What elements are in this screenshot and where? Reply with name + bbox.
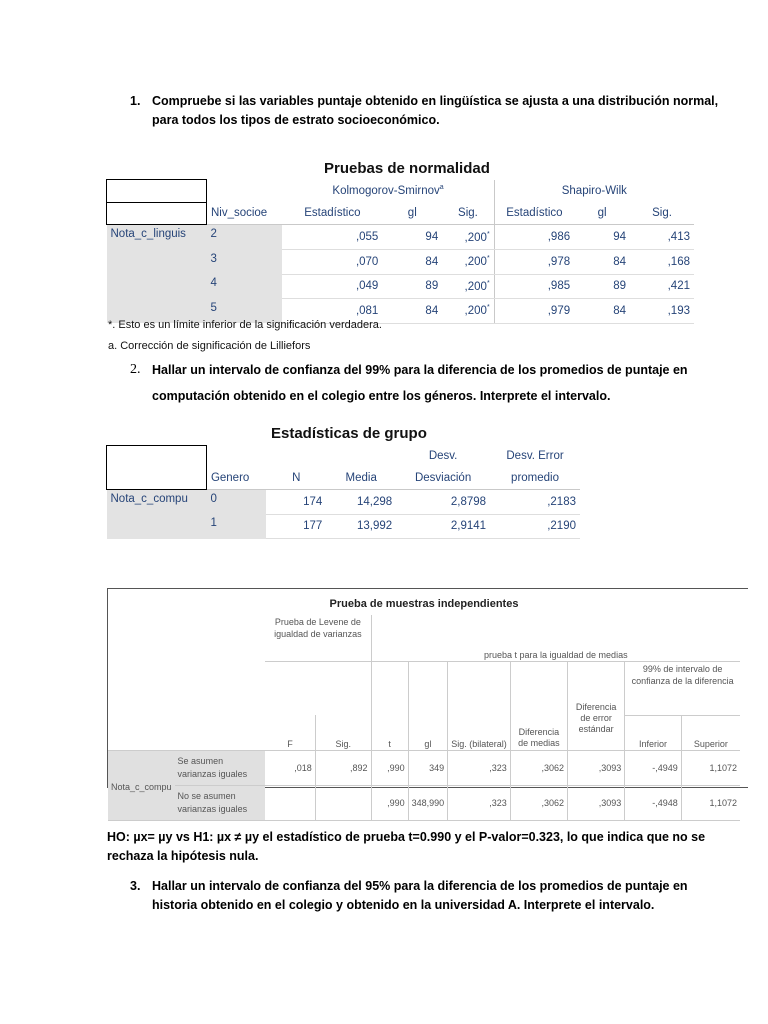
- cell-n: 174: [266, 489, 326, 514]
- cell-sw-gl: 84: [574, 299, 630, 324]
- cell-ks-sig: ,200*: [442, 299, 494, 324]
- cell-sw-stat: ,985: [494, 274, 574, 299]
- cell-niv: 3: [206, 250, 282, 275]
- cell-ks-gl: 94: [382, 225, 442, 250]
- cell-diff-means: ,3062: [510, 751, 567, 786]
- cell-t: ,990: [371, 751, 408, 786]
- cell-ks-stat: ,070: [282, 250, 382, 275]
- table-row: [108, 786, 740, 821]
- cell-levene-sig: ,892: [315, 751, 371, 786]
- cell-niv: 4: [206, 274, 282, 299]
- cell-superior: 1,1072: [681, 751, 740, 786]
- question-number: 1.: [130, 94, 141, 108]
- cell-f: ,018: [265, 751, 315, 786]
- cell-ks-stat: ,049: [282, 274, 382, 299]
- cell-f: [265, 786, 315, 821]
- col-ks-stat: Estadístico: [282, 202, 382, 225]
- cell-std-err-diff: ,3093: [568, 751, 625, 786]
- col-desv-top: Desv.: [428, 450, 458, 463]
- cell-sig-bilateral: ,323: [448, 786, 511, 821]
- col-sw-sig: Sig.: [630, 202, 694, 225]
- cell-ks-gl: 84: [382, 299, 442, 324]
- col-f: F: [265, 715, 315, 751]
- cell-ks-gl: 84: [382, 250, 442, 275]
- cell-genero: 1: [206, 514, 266, 539]
- col-diff-means: Diferencia de medias: [510, 715, 567, 751]
- cell-gl: 348,990: [408, 786, 448, 821]
- levene-header: Prueba de Levene de igualdad de varianzas: [265, 615, 371, 661]
- cell-media: 14,298: [326, 489, 396, 514]
- normality-table-title: Pruebas de normalidad: [324, 160, 490, 177]
- col-desv-bottom: Desviación: [396, 467, 490, 489]
- cell-gl: 349: [408, 751, 448, 786]
- cell-niv: 5: [206, 299, 282, 324]
- table-row: [107, 225, 695, 250]
- question-number: 2.: [130, 362, 141, 377]
- cell-ks-stat: ,055: [282, 225, 382, 250]
- col-ks-sig: Sig.: [442, 202, 494, 225]
- cell-sw-sig: ,193: [630, 299, 694, 324]
- group-stats-title: Estadísticas de grupo: [271, 425, 427, 442]
- question-text: Hallar un intervalo de confianza del 99% para la diferencia de los promedios de puntaje en computación obtenido en el colegio entre los géneros. Interprete el intervalo.: [152, 363, 688, 403]
- col-err-bottom: promedio: [490, 467, 580, 489]
- cell-sw-stat: ,978: [494, 250, 574, 275]
- table-footnote: *. Esto es un límite inferior de la significación verdadera.: [108, 319, 382, 331]
- ks-group-header: Kolmogorov-Smirnov$^a$: [282, 180, 494, 203]
- col-err-top: Desv. Error: [506, 450, 564, 463]
- cell-sw-sig: ,421: [630, 274, 694, 299]
- col-t: t: [371, 715, 408, 751]
- cell-desv: 2,8798: [396, 489, 490, 514]
- cell-inferior: -,4948: [625, 786, 681, 821]
- ttest-header: prueba t para la igualdad de medias: [371, 615, 740, 661]
- cell-media: 13,992: [326, 514, 396, 539]
- question-3: [130, 877, 730, 915]
- cell-ks-sig: ,200*: [442, 274, 494, 299]
- question-text: Compruebe si las variables puntaje obtenido en lingüística se ajusta a una distribución normal, para todos los tipos de estrato socioeconómico.: [152, 94, 719, 127]
- col-levene-sig: Sig.: [315, 715, 371, 751]
- cell-err: ,2190: [490, 514, 580, 539]
- col-sw-gl: gl: [574, 202, 630, 225]
- cell-sig-bilateral: ,323: [448, 751, 511, 786]
- independent-test-panel: [107, 588, 748, 814]
- cell-t: ,990: [371, 786, 408, 821]
- cell-superior: 1,1072: [681, 786, 740, 821]
- sw-group-header: Shapiro-Wilk: [561, 184, 627, 197]
- col-gl: gl: [408, 715, 448, 751]
- cell-diff-means: ,3062: [510, 786, 567, 821]
- cell-sw-sig: ,168: [630, 250, 694, 275]
- question-text: Hallar un intervalo de confianza del 95% para la diferencia de los promedios de puntaje en historia obtenido en el colegio y obtenido en la universidad A. Interprete el intervalo.: [152, 879, 688, 912]
- blank-header-cell: [107, 202, 207, 225]
- table-footnote: a. Corrección de significación de Lilliefors: [108, 340, 311, 352]
- cell-inferior: -,4949: [625, 751, 681, 786]
- ci-header: 99% de intervalo de confianza de la diferencia: [625, 661, 740, 715]
- question-2: [130, 357, 730, 409]
- normality-table: [106, 179, 694, 324]
- row-variable-label: Nota_c_compu: [108, 751, 175, 821]
- cell-sw-stat: ,979: [494, 299, 574, 324]
- cell-ks-sig: ,200*: [442, 250, 494, 275]
- col-niv: Niv_socioe: [206, 202, 282, 225]
- col-sig-bilateral: Sig. (bilateral): [448, 715, 511, 751]
- cell-levene-sig: [315, 786, 371, 821]
- independent-test-title: Prueba de muestras independientes: [329, 598, 519, 610]
- cell-ks-gl: 89: [382, 274, 442, 299]
- cell-genero: 0: [206, 489, 266, 514]
- cell-sw-gl: 89: [574, 274, 630, 299]
- question-1: [130, 92, 730, 130]
- col-superior: Superior: [681, 715, 740, 751]
- cell-desv: 2,9141: [396, 514, 490, 539]
- cell-ks-stat: ,081: [282, 299, 382, 324]
- col-genero: Genero: [206, 467, 266, 489]
- answer-paragraph: HO: µx= µy vs H1: µx ≠ µy el estadístico de prueba t=0.990 y el P-valor=0.323, lo que indica que no se rechaza la hipótesis nula.: [107, 830, 706, 863]
- cell-sw-sig: ,413: [630, 225, 694, 250]
- col-sw-stat: Estadístico: [494, 202, 574, 225]
- table-row: [108, 751, 740, 786]
- col-ks-gl: gl: [382, 202, 442, 225]
- row-case-label: No se asumen varianzas iguales: [175, 786, 266, 821]
- table-row: [107, 489, 581, 514]
- row-case-label: Se asumen varianzas iguales: [175, 751, 266, 786]
- col-n: N: [266, 467, 326, 489]
- blank-header-cell: [107, 446, 207, 490]
- cell-n: 177: [266, 514, 326, 539]
- col-std-err-diff: Diferencia de error estándar: [568, 701, 625, 737]
- cell-niv: 2: [206, 225, 282, 250]
- cell-ks-sig: ,200*: [442, 225, 494, 250]
- row-variable-label: Nota_c_linguis: [107, 225, 207, 324]
- blank-header-cell: [107, 180, 207, 203]
- col-media: Media: [326, 467, 396, 489]
- cell-err: ,2183: [490, 489, 580, 514]
- cell-std-err-diff: ,3093: [568, 786, 625, 821]
- cell-sw-gl: 94: [574, 225, 630, 250]
- col-inferior: Inferior: [625, 715, 681, 751]
- cell-sw-gl: 84: [574, 250, 630, 275]
- group-stats-table: [106, 445, 580, 539]
- row-variable-label: Nota_c_compu: [107, 489, 207, 539]
- question-number: 3.: [130, 879, 141, 893]
- cell-sw-stat: ,986: [494, 225, 574, 250]
- independent-test-table: [108, 615, 740, 821]
